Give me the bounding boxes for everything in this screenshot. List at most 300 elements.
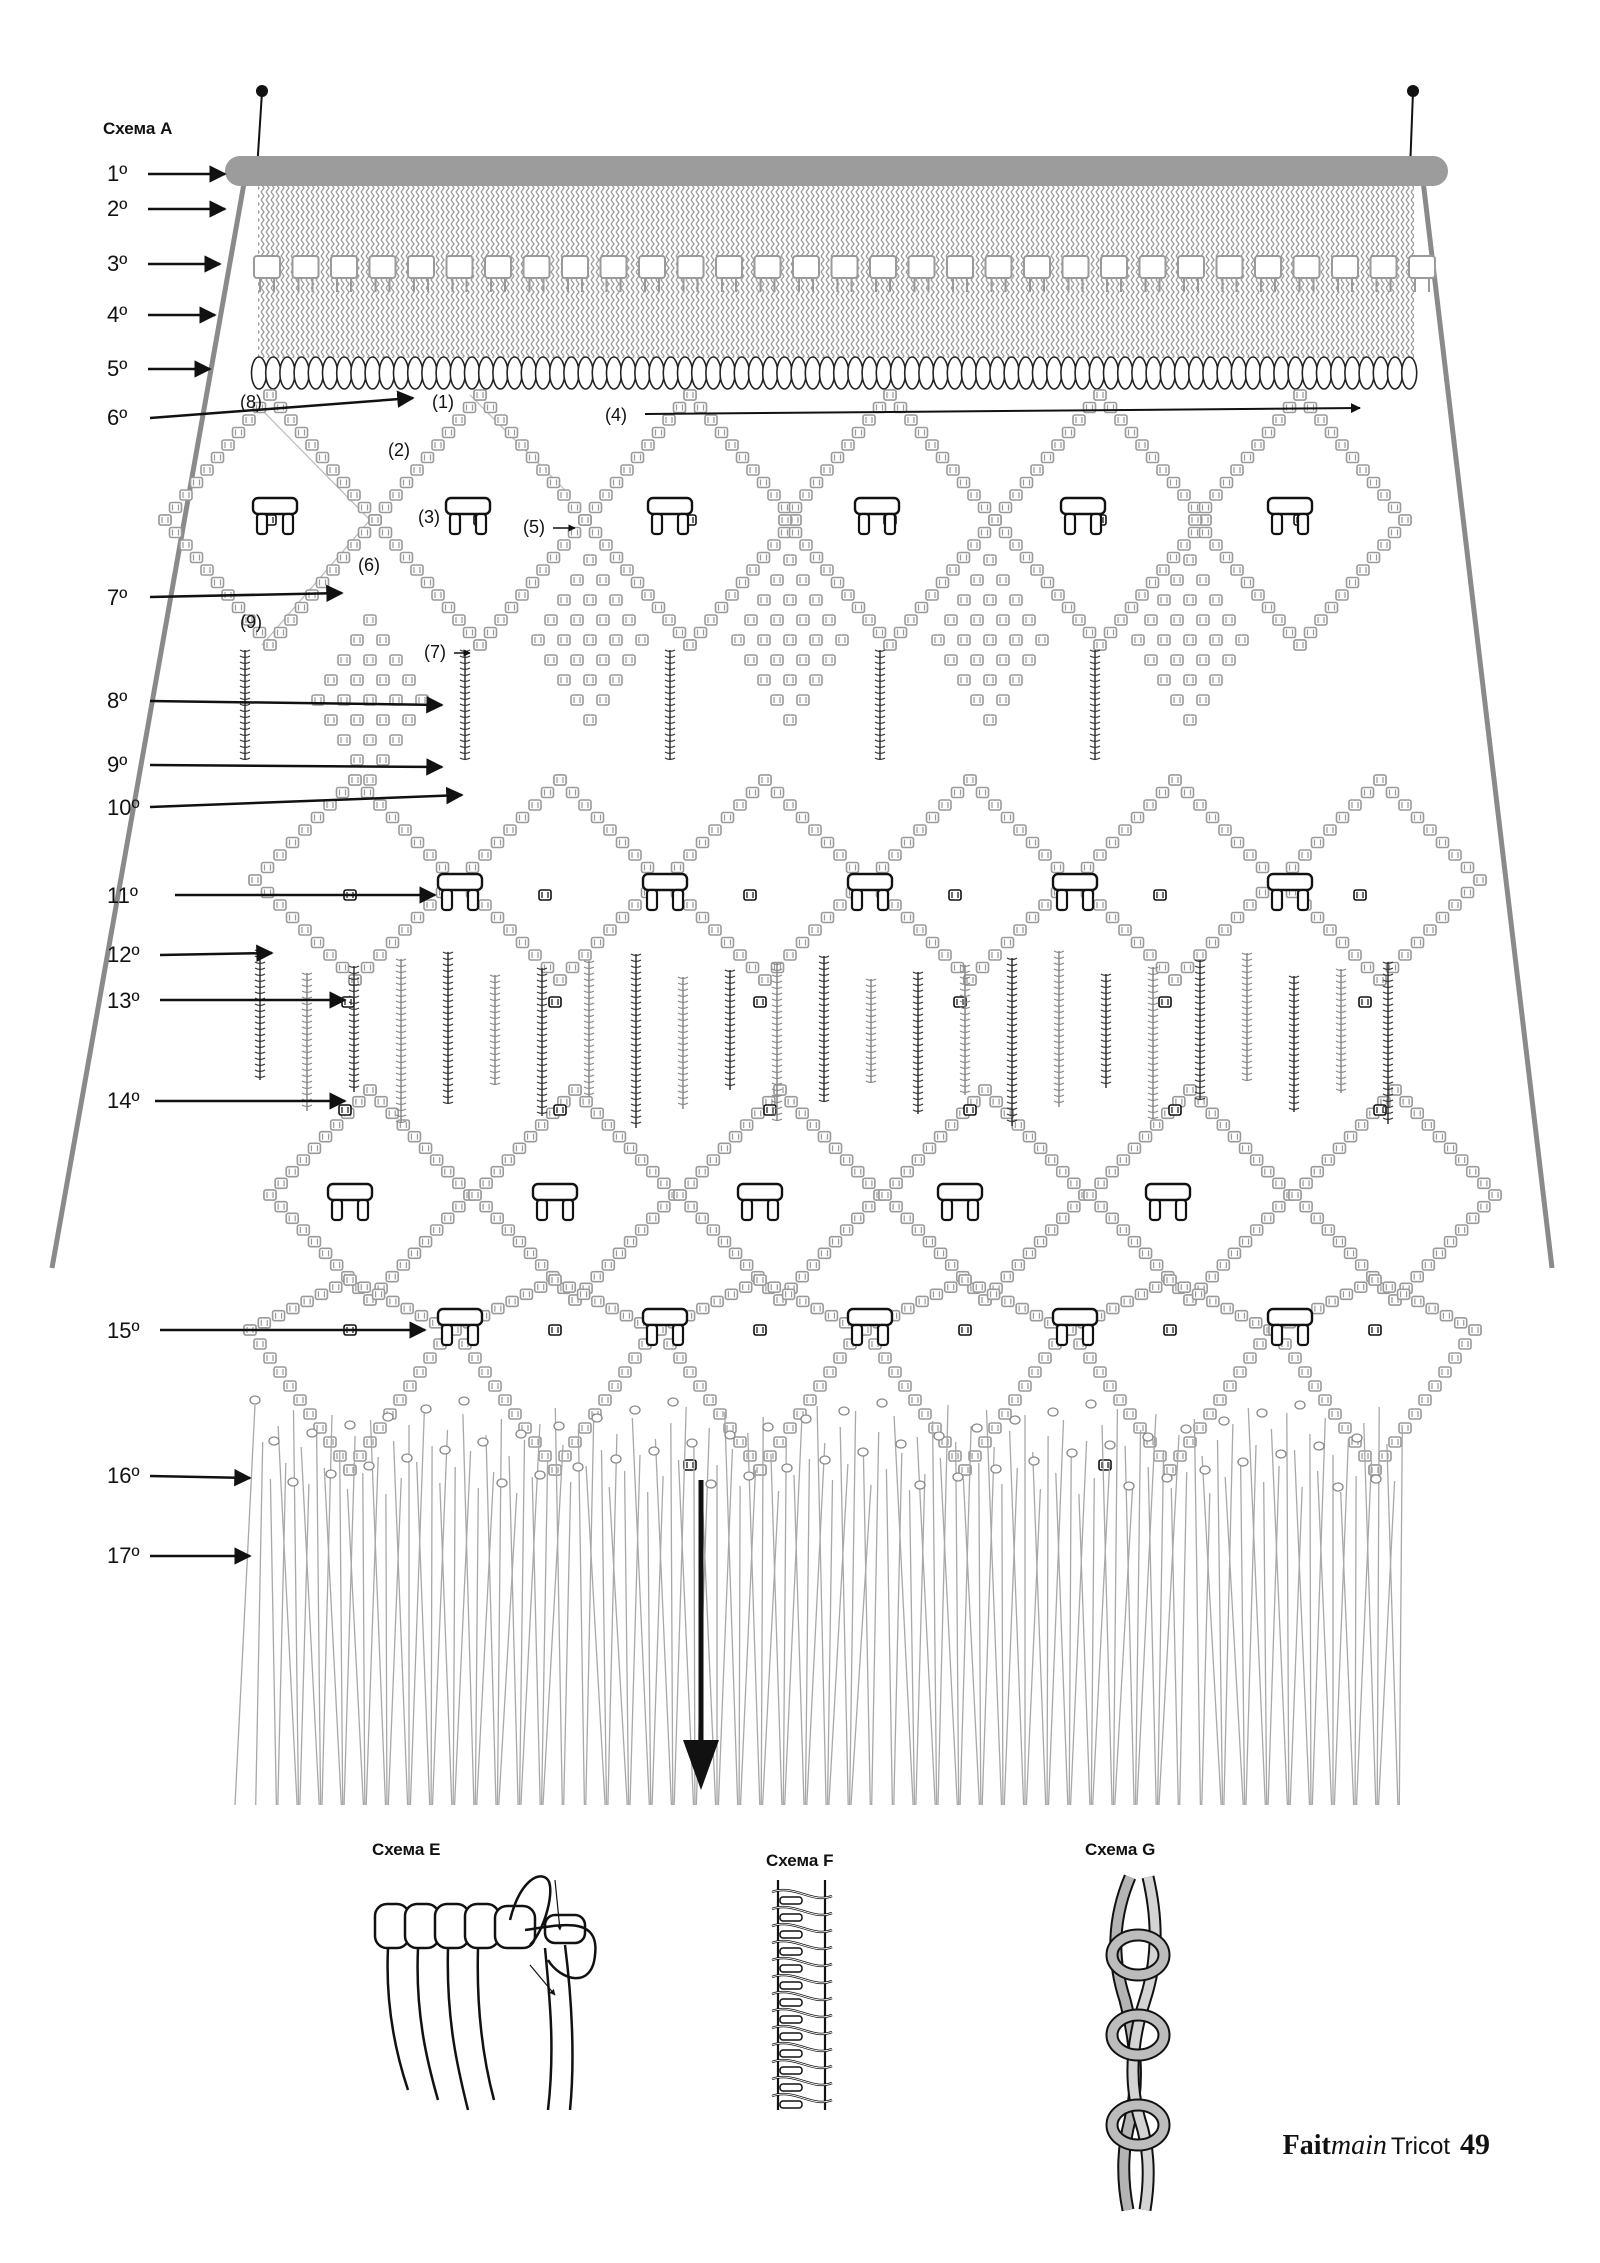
square-knot [1399, 950, 1411, 960]
square-knot [807, 1260, 819, 1270]
square-knot [201, 565, 213, 575]
dowel [225, 156, 1448, 186]
square-knot [297, 1225, 309, 1235]
square-knot [822, 838, 834, 848]
square-knot [619, 1367, 631, 1377]
square-knot [474, 390, 486, 400]
square-knot [348, 490, 360, 500]
square-knot [1449, 900, 1461, 910]
ring [990, 357, 1005, 389]
square-knot [1345, 1248, 1357, 1258]
square-knot [768, 1282, 780, 1292]
square-knot [814, 1381, 826, 1391]
spiral-chain [725, 970, 735, 1090]
square-knot [754, 997, 766, 1007]
square-knot [432, 440, 444, 450]
square-knot [977, 788, 989, 798]
square-knot [830, 1237, 842, 1247]
ring [1359, 357, 1374, 389]
square-knot [571, 615, 583, 625]
square-knot [716, 603, 728, 613]
square-knot [338, 655, 350, 665]
square-knot [1315, 415, 1327, 425]
square-knot [989, 800, 1001, 810]
square-knot [1221, 478, 1233, 488]
square-knot [312, 813, 324, 823]
square-knot [610, 595, 622, 605]
square-knot [275, 1178, 287, 1188]
square-knot [525, 1132, 537, 1142]
square-knot [1439, 1367, 1451, 1377]
square-knot [695, 628, 707, 638]
ring [422, 357, 437, 389]
square-knot [1002, 813, 1014, 823]
square-knot [632, 453, 644, 463]
ring [1089, 357, 1104, 389]
square-knot [939, 950, 951, 960]
square-knot [1273, 615, 1285, 625]
square-knot [1336, 440, 1348, 450]
square-knot [1252, 590, 1264, 600]
square-knot [704, 1395, 716, 1405]
square-knot [170, 528, 182, 538]
square-knot [284, 1381, 296, 1391]
square-knot [364, 735, 376, 745]
row-label-11: 11º [107, 883, 138, 908]
square-knot [1455, 1318, 1467, 1328]
ring [663, 357, 678, 389]
square-knot [1023, 655, 1035, 665]
square-knot [945, 655, 957, 665]
square-knot [431, 1225, 443, 1235]
square-knot [979, 1437, 991, 1447]
row-label-13: 13º [107, 988, 140, 1013]
row-label-2: 2º [107, 196, 128, 221]
ring [1302, 357, 1317, 389]
square-knot [629, 900, 641, 910]
square-knot [1042, 453, 1054, 463]
square-knot [1228, 1248, 1240, 1258]
square-knot [513, 1143, 525, 1153]
square-knot [741, 1260, 753, 1270]
spiral-chain [866, 979, 876, 1083]
square-knot [1337, 938, 1349, 948]
square-knot [422, 578, 434, 588]
square-knot [1299, 1367, 1311, 1377]
square-knot [1204, 1409, 1216, 1419]
square-knot [1469, 1325, 1481, 1335]
square-knot [591, 1272, 603, 1282]
ring [507, 357, 522, 389]
square-knot [764, 1451, 776, 1461]
ring [905, 357, 920, 389]
square-knot [1151, 1120, 1163, 1130]
square-knot [359, 503, 371, 513]
large-square-knot [533, 1184, 577, 1220]
square-knot [1052, 863, 1064, 873]
square-knot [997, 615, 1009, 625]
square-knot [539, 890, 551, 900]
square-knot [348, 540, 360, 550]
spiral-chain [349, 966, 359, 1092]
square-knot [1456, 1155, 1468, 1165]
square-knot [578, 1289, 590, 1299]
square-knot [811, 478, 823, 488]
square-knot [495, 615, 507, 625]
square-knot [1194, 950, 1206, 960]
ring [607, 357, 622, 389]
square-knot [1010, 540, 1022, 550]
square-knot [617, 913, 629, 923]
square-knot [832, 578, 844, 588]
square-knot [1140, 1132, 1152, 1142]
square-knot [823, 615, 835, 625]
square-knot [254, 1339, 266, 1349]
ring [649, 357, 664, 389]
square-knot [984, 595, 996, 605]
square-knot [1326, 603, 1338, 613]
footer-brand-rest: Tricot [1390, 2133, 1450, 2160]
ring [976, 357, 991, 389]
spiral-chain [665, 650, 675, 760]
ring [777, 357, 792, 389]
square-knot [535, 1282, 547, 1292]
square-knot [1257, 863, 1269, 873]
ring [536, 357, 551, 389]
square-knot [1147, 578, 1159, 588]
square-knot [1374, 775, 1386, 785]
square-knot [1158, 595, 1170, 605]
square-knot [879, 1190, 891, 1200]
square-knot [1228, 1132, 1240, 1142]
square-knot [979, 1085, 991, 1095]
square-knot [1240, 1237, 1252, 1247]
square-knot [1349, 950, 1361, 960]
row-label-10: 10º [107, 795, 140, 820]
square-knot [1329, 1409, 1341, 1419]
square-knot [797, 575, 809, 585]
square-knot [275, 628, 287, 638]
square-knot [597, 575, 609, 585]
square-knot [1046, 1225, 1058, 1235]
square-knot [1132, 938, 1144, 948]
square-knot [937, 453, 949, 463]
square-knot [1104, 1381, 1116, 1391]
scheme-f-spiral-chain-illustration [772, 1880, 832, 2110]
square-knot [1001, 1272, 1013, 1282]
square-knot [1305, 628, 1317, 638]
square-knot [299, 925, 311, 935]
square-knot [549, 1465, 561, 1475]
square-knot [636, 1155, 648, 1165]
row-label-5: 5º [107, 356, 128, 381]
square-knot [902, 838, 914, 848]
ring [1189, 357, 1204, 389]
square-knot [264, 390, 276, 400]
square-knot [1124, 1409, 1136, 1419]
square-knot [558, 675, 570, 685]
square-knot [1210, 675, 1222, 685]
square-knot [549, 1275, 561, 1285]
square-knot [927, 938, 939, 948]
square-knot [1184, 595, 1196, 605]
square-knot [432, 590, 444, 600]
square-knot [697, 913, 709, 923]
square-knot [1411, 1108, 1423, 1118]
square-knot [949, 890, 961, 900]
square-knot [807, 1120, 819, 1130]
square-knot [1197, 655, 1209, 665]
square-knot [1000, 503, 1012, 513]
square-knot [958, 675, 970, 685]
square-knot [390, 735, 402, 745]
ring [1274, 357, 1289, 389]
square-knot [469, 1190, 481, 1200]
ring [947, 357, 962, 389]
square-knot [1400, 1097, 1412, 1107]
square-knot [1462, 863, 1474, 873]
square-knot [249, 875, 261, 885]
square-knot [989, 515, 1001, 525]
square-knot [1419, 1395, 1431, 1405]
square-knot [516, 590, 528, 600]
square-knot [453, 615, 465, 625]
large-square-knot [446, 498, 490, 534]
square-knot [294, 1395, 306, 1405]
square-knot [926, 440, 938, 450]
square-knot [590, 528, 602, 538]
square-knot [964, 775, 976, 785]
square-knot [771, 695, 783, 705]
square-knot [1412, 1296, 1424, 1306]
square-knot [337, 788, 349, 798]
square-knot [1193, 1289, 1205, 1299]
square-knot [1412, 938, 1424, 948]
square-knot [1322, 1155, 1334, 1165]
square-knot [1159, 997, 1171, 1007]
ring [1160, 357, 1175, 389]
square-knot [623, 615, 635, 625]
square-knot [990, 1097, 1002, 1107]
ring [1075, 357, 1090, 389]
square-knot [914, 825, 926, 835]
square-knot [979, 528, 991, 538]
square-knot [373, 1289, 385, 1299]
square-knot [1084, 1190, 1096, 1200]
square-knot [1171, 655, 1183, 665]
square-knot [1273, 415, 1285, 425]
square-knot [971, 695, 983, 705]
spiral-chain [302, 973, 312, 1111]
square-knot [927, 813, 939, 823]
square-knot [1347, 453, 1359, 463]
square-knot [339, 1105, 351, 1115]
square-knot [1010, 595, 1022, 605]
square-knot [580, 1097, 592, 1107]
square-knot [642, 440, 654, 450]
square-knot [822, 913, 834, 923]
square-knot [905, 415, 917, 425]
square-knot [747, 465, 759, 475]
ring [394, 357, 409, 389]
square-knot [1128, 1237, 1140, 1247]
square-knot [480, 1202, 492, 1212]
square-knot [730, 1248, 742, 1258]
square-knot [362, 788, 374, 798]
large-square-knot [1061, 498, 1105, 534]
square-knot [1437, 838, 1449, 848]
square-knot [364, 615, 376, 625]
square-knot [492, 1304, 504, 1314]
square-knot [1002, 938, 1014, 948]
square-knot [479, 850, 491, 860]
square-knot [863, 1178, 875, 1188]
square-knot [558, 540, 570, 550]
square-knot [613, 1132, 625, 1142]
square-knot [797, 1296, 809, 1306]
square-knot [725, 1289, 737, 1299]
square-knot [527, 453, 539, 463]
square-knot [1224, 1381, 1236, 1391]
square-knot [495, 415, 507, 425]
square-knot [621, 565, 633, 575]
square-knot [548, 553, 560, 563]
square-knot [1158, 675, 1170, 685]
spiral-chain [584, 961, 594, 1097]
square-knot [877, 863, 889, 873]
square-knot [695, 403, 707, 413]
row-label-17: 17º [107, 1543, 140, 1568]
square-knot [836, 635, 848, 645]
square-knot [1315, 615, 1327, 625]
square-knot [697, 838, 709, 848]
square-knot [1132, 635, 1144, 645]
square-knot [912, 1155, 924, 1165]
square-knot [968, 490, 980, 500]
square-knot [722, 813, 734, 823]
square-knot [401, 478, 413, 488]
spiral-chain [1101, 974, 1111, 1088]
square-knot [790, 503, 802, 513]
square-knot [479, 1367, 491, 1377]
square-knot [1234, 1367, 1246, 1377]
square-knot [222, 440, 234, 450]
square-knot [338, 735, 350, 745]
square-knot [984, 635, 996, 645]
square-knot [233, 428, 245, 438]
square-knot [1219, 925, 1231, 935]
square-knot [1073, 415, 1085, 425]
square-knot [1287, 863, 1299, 873]
square-knot [636, 1225, 648, 1235]
square-knot [958, 553, 970, 563]
large-square-knot [1053, 874, 1097, 910]
square-knot [308, 1237, 320, 1247]
square-knot [1189, 515, 1201, 525]
step-label-6: (6) [358, 555, 380, 575]
square-knot [554, 1105, 566, 1115]
ring [465, 357, 480, 389]
square-knot [264, 1353, 276, 1363]
square-knot [754, 1275, 766, 1285]
square-knot [745, 615, 757, 625]
square-knot [604, 825, 616, 835]
square-knot [1368, 478, 1380, 488]
square-knot [264, 1190, 276, 1200]
ring [252, 357, 267, 389]
square-knot [1057, 1213, 1069, 1223]
square-knot [1197, 615, 1209, 625]
square-knot [467, 863, 479, 873]
square-knot [1206, 1272, 1218, 1282]
square-knot [1284, 403, 1296, 413]
square-knot [297, 1155, 309, 1165]
square-knot [1478, 1202, 1490, 1212]
square-knot [653, 428, 665, 438]
square-knot [895, 628, 907, 638]
square-knot [554, 975, 566, 985]
square-knot [1354, 890, 1366, 900]
square-knot [1106, 1213, 1118, 1223]
square-knot [592, 813, 604, 823]
square-knot [600, 490, 612, 500]
ring [621, 357, 636, 389]
large-square-knot [643, 874, 687, 910]
square-knot [1195, 1097, 1207, 1107]
square-knot [1356, 1260, 1368, 1270]
square-knot [529, 950, 541, 960]
square-knot [325, 715, 337, 725]
square-knot [916, 1296, 928, 1306]
step-label-3: (3) [418, 507, 440, 527]
square-knot [287, 838, 299, 848]
square-knot [491, 1167, 503, 1177]
square-knot [1182, 788, 1194, 798]
square-knot [1084, 628, 1096, 638]
square-knot [997, 575, 1009, 585]
square-knot [536, 1120, 548, 1130]
square-knot [674, 1353, 686, 1363]
square-knot [387, 813, 399, 823]
spiral-chain [631, 954, 641, 1128]
square-knot [1027, 913, 1039, 923]
square-knot [1150, 1282, 1162, 1292]
row-label-1: 1º [107, 161, 128, 186]
square-knot [754, 1325, 766, 1335]
square-knot [810, 675, 822, 685]
row-label-8: 8º [107, 688, 128, 713]
ring [876, 357, 891, 389]
square-knot [1157, 788, 1169, 798]
square-knot [364, 775, 376, 785]
square-knot [705, 615, 717, 625]
square-knot [1169, 975, 1181, 985]
square-knot [559, 1451, 571, 1461]
square-knot [1299, 850, 1311, 860]
square-knot [790, 528, 802, 538]
square-knot [1029, 1367, 1041, 1377]
square-knot [599, 1395, 611, 1405]
square-knot [945, 1282, 957, 1292]
square-knot [1409, 1409, 1421, 1419]
square-knot [443, 428, 455, 438]
ring [365, 357, 380, 389]
square-knot [390, 540, 402, 550]
square-knot [1197, 575, 1209, 585]
square-knot [364, 655, 376, 665]
scheme-a-title: Схема A [103, 119, 173, 138]
square-knot [1340, 1289, 1352, 1299]
